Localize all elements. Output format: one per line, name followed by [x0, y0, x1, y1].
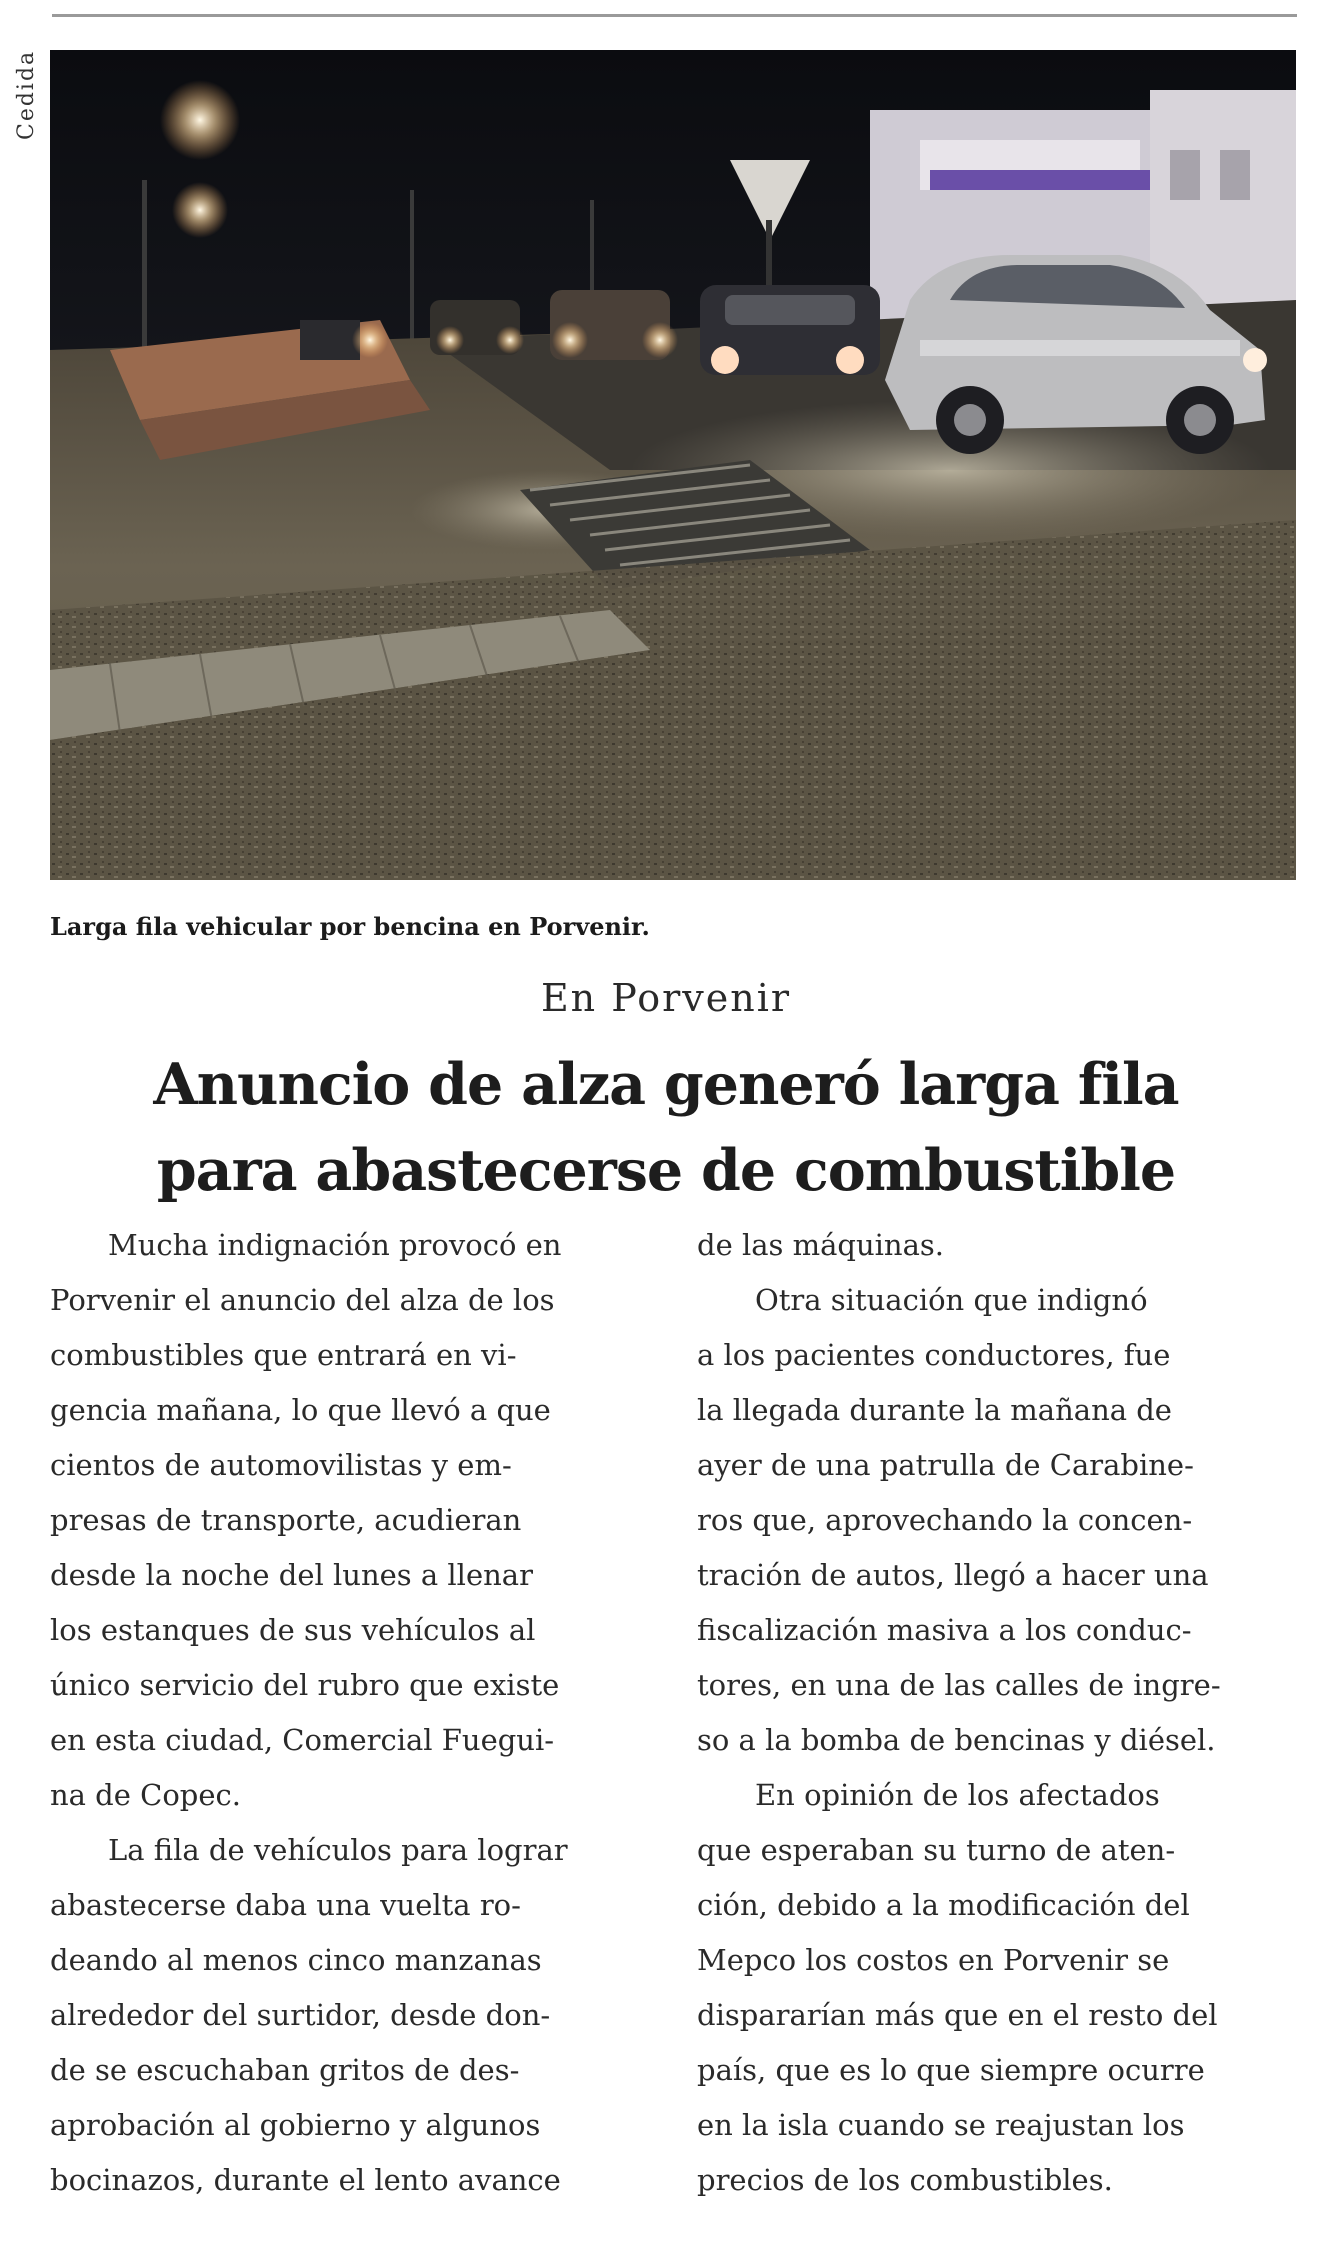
body-line: de se escuchaban gritos de des-: [50, 2053, 520, 2087]
body-line: so a la bomba de bencinas y diésel.: [697, 1723, 1216, 1757]
photo-credit: [4, 40, 44, 160]
body-line: Otra situación que indignó: [755, 1283, 1148, 1317]
body-line: Porvenir el anuncio del alza de los: [50, 1283, 555, 1317]
photo-caption: Larga fila vehicular por bencina en Porvenir.: [50, 912, 650, 941]
body-line: gencia mañana, lo que llevó a que: [50, 1393, 551, 1427]
article-kicker: En Porvenir: [540, 976, 792, 1020]
body-line: presas de transporte, acudieran: [50, 1503, 522, 1537]
body-line: na de Copec.: [50, 1778, 241, 1812]
body-line: en esta ciudad, Comercial Fuegui-: [50, 1723, 555, 1757]
body-line: deando al menos cinco manzanas: [50, 1943, 542, 1977]
photo-credit-text: Cedida: [14, 49, 39, 140]
body-line: fiscalización masiva a los conduc-: [697, 1613, 1192, 1647]
body-line: precios de los combustibles.: [697, 2163, 1113, 2197]
body-line: que esperaban su turno de aten-: [697, 1833, 1176, 1867]
body-line: ros que, aprovechando la concen-: [697, 1503, 1193, 1537]
headline-line: Anuncio de alza generó larga fila: [153, 1051, 1179, 1118]
article-column-right: [697, 1218, 1297, 2208]
body-line: desde la noche del lunes a llenar: [50, 1558, 533, 1592]
body-line: de las máquinas.: [697, 1228, 944, 1262]
article-headline: [0, 1042, 1332, 1214]
body-line: tores, en una de las calles de ingre-: [697, 1668, 1221, 1702]
body-line: aprobación al gobierno y algunos: [50, 2108, 541, 2142]
body-line: La fila de vehículos para lograr: [108, 1833, 568, 1867]
body-line: la llegada durante la mañana de: [697, 1393, 1172, 1427]
body-line: ción, debido a la modificación del: [697, 1888, 1190, 1922]
body-line: ayer de una patrulla de Carabine-: [697, 1448, 1194, 1482]
body-line: En opinión de los afectados: [755, 1778, 1160, 1812]
body-line: abastecerse daba una vuelta ro-: [50, 1888, 521, 1922]
top-rule: [52, 14, 1297, 17]
body-line: a los pacientes conductores, fue: [697, 1338, 1171, 1372]
body-line: tración de autos, llegó a hacer una: [697, 1558, 1209, 1592]
body-line: dispararían más que en el resto del: [697, 1998, 1218, 2032]
body-line: alrededor del surtidor, desde don-: [50, 1998, 551, 2032]
news-photo: [50, 50, 1296, 880]
body-line: combustibles que entrará en vi-: [50, 1338, 517, 1372]
headline-line: para abastecerse de combustible: [156, 1137, 1176, 1204]
body-line: bocinazos, durante el lento avance: [50, 2163, 561, 2197]
body-line: único servicio del rubro que existe: [50, 1668, 560, 1702]
body-line: país, que es lo que siempre ocurre: [697, 2053, 1205, 2087]
article-column-left: [50, 1218, 650, 2208]
body-line: los estanques de sus vehículos al: [50, 1613, 536, 1647]
body-line: cientos de automovilistas y em-: [50, 1448, 512, 1482]
body-line: Mepco los costos en Porvenir se: [697, 1943, 1170, 1977]
body-line: Mucha indignación provocó en: [108, 1228, 562, 1262]
body-line: en la isla cuando se reajustan los: [697, 2108, 1185, 2142]
